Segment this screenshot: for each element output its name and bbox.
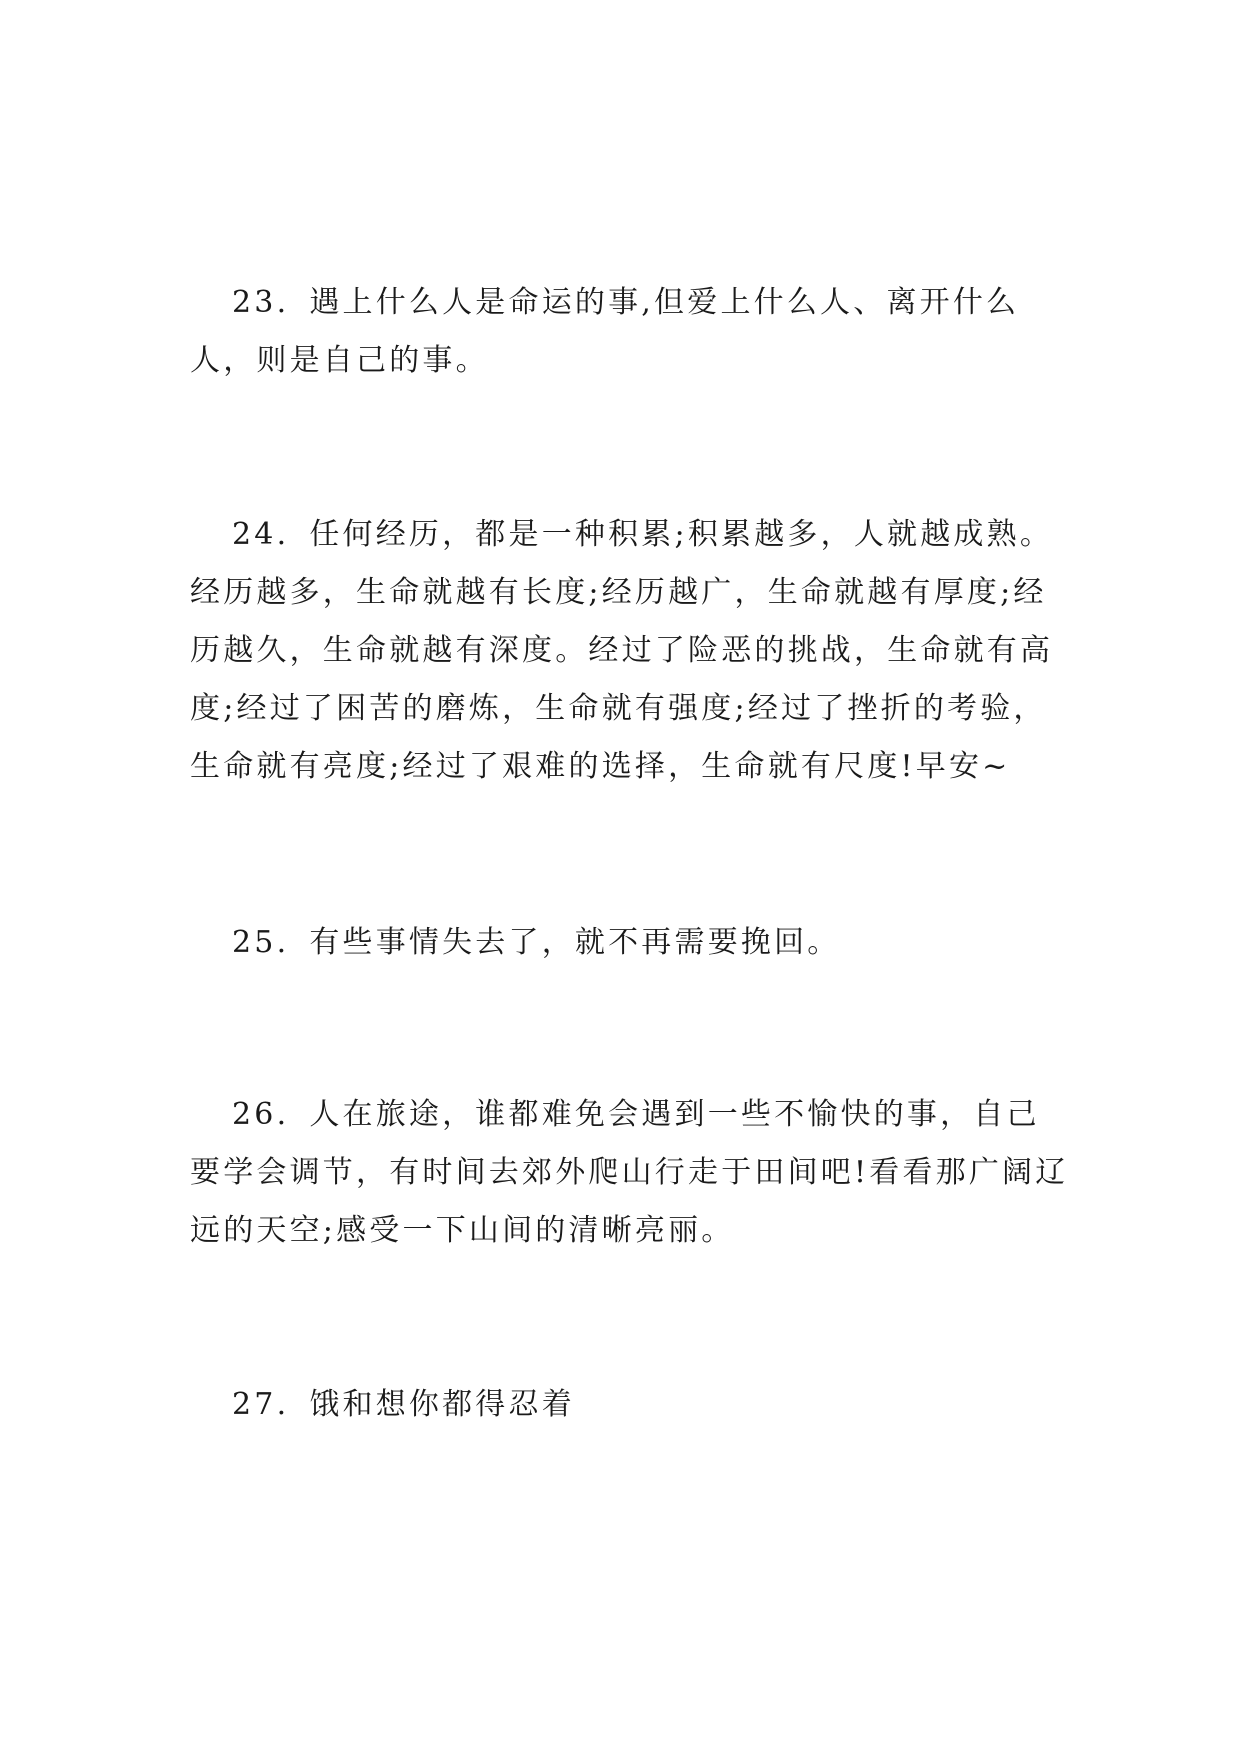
paragraph-number: 24. — [232, 517, 290, 552]
paragraph-text: 遇上什么人是命运的事,但爱上什么人、离开什么人，则是自己的事。 — [190, 285, 1020, 378]
paragraph-number: 23. — [232, 285, 290, 320]
paragraph-27 — [190, 1376, 1070, 1434]
paragraph-number: 25. — [232, 925, 290, 960]
paragraph-text: 有些事情失去了，就不再需要挽回。 — [309, 925, 841, 960]
paragraph-text: 饿和想你都得忍着 — [309, 1387, 575, 1422]
paragraph-number: 26. — [232, 1097, 290, 1132]
paragraph-25 — [190, 914, 1070, 972]
paragraph-number: 27. — [232, 1387, 290, 1422]
paragraph-24 — [190, 506, 1070, 796]
paragraph-text: 人在旅途，谁都难免会遇到一些不愉快的事，自己要学会调节，有时间去郊外爬山行走于田间吧!看看那广阔辽远的天空;感受一下山间的清晰亮丽。 — [190, 1097, 1069, 1248]
paragraph-26 — [190, 1086, 1070, 1260]
paragraph-23 — [190, 274, 1070, 390]
paragraph-text: 任何经历，都是一种积累;积累越多，人就越成熟。经历越多，生命就越有长度;经历越广，生命就越有厚度;经历越久，生命就越有深度。经过了险恶的挑战，生命就有高度;经过了困苦的磨炼，生命就有强度;经过了挫折的考验，生命就有亮度;经过了艰难的选择，生命就有尺度!早安~ — [190, 517, 1054, 784]
